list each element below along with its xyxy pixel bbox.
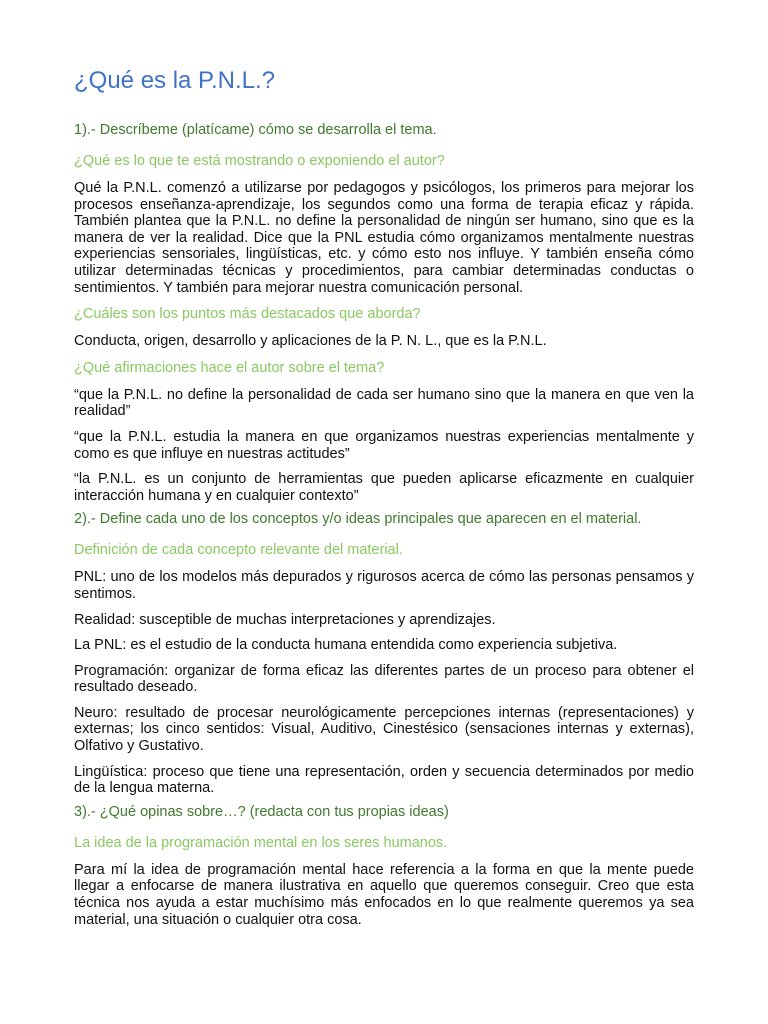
question-concept-definitions: Definición de cada concepto relevante del material. <box>74 542 403 559</box>
question-key-points: ¿Cuáles son los puntos más destacados que aborda? <box>74 306 421 323</box>
document-page <box>74 66 694 937</box>
paragraph-definition-pnl: PNL: uno de los modelos más depurados y rigurosos acerca de cómo las personas pensamos y sentimos. <box>74 569 694 602</box>
section-2-heading: 2).- Define cada uno de los conceptos y/o ideas principales que aparecen en el material. <box>74 511 642 528</box>
paragraph-definition-programacion: Programación: organizar de forma eficaz las diferentes partes de un proceso para obtener el resultado deseado. <box>74 662 694 696</box>
question-mental-programming: La idea de la programación mental en los seres humanos. <box>74 834 448 851</box>
section-3-heading: 3).- ¿Qué opinas sobre…? (redacta con tus propias ideas) <box>74 803 449 820</box>
paragraph-author-exposition: Qué la P.N.L. comenzó a utilizarse por pedagogos y psicólogos, los primeros para mejorar los procesos enseñanza-aprendizaje, los segundos como una forma de terapia eficaz y rápida. También plantea que la P.N.L. no define la personalidad de ningún ser humano, sino que es la manera de ver la realidad. Dice que la PNL estudia cómo organizamos mentalmente nuestras experiencias sensoriales, lingüísticas, etc. y cómo esto nos influye. Y también enseña cómo utilizar determinadas técnicas y procedimientos, para cambiar determinadas conductas o sentimientos. Y también para mejorar nuestra comunicación personal. <box>74 180 694 296</box>
paragraph-definition-realidad: Realidad: susceptible de muchas interpretaciones y aprendizajes. <box>74 611 496 628</box>
document-title: ¿Qué es la P.N.L.? <box>74 67 275 94</box>
paragraph-definition-neuro: Neuro: resultado de procesar neurológicamente percepciones internas (representaciones) y externas; los cinco sentidos: Visual, Auditivo, Cinestésico (sensaciones internas y externas), Olfativo y Gustativo. <box>74 704 694 755</box>
paragraph-statement-2: “que la P.N.L. estudia la manera en que organizamos nuestras experiencias mentalmente y como es que influye en nuestras actitudes” <box>74 428 694 462</box>
section-1-heading: 1).- Descríbeme (platícame) cómo se desarrolla el tema. <box>74 122 437 138</box>
question-author-statements: ¿Qué afirmaciones hace el autor sobre el tema? <box>74 359 385 376</box>
paragraph-definition-linguistica: Lingüística: proceso que tiene una representación, orden y secuencia determinados por medio de la lengua materna. <box>74 763 694 797</box>
paragraph-statement-3: “la P.N.L. es un conjunto de herramientas que pueden aplicarse eficazmente en cualquier interacción humana y en cualquier contexto” <box>74 471 694 504</box>
paragraph-definition-la-pnl: La PNL: es el estudio de la conducta humana entendida como experiencia subjetiva. <box>74 637 618 654</box>
paragraph-statement-1: “que la P.N.L. no define la personalidad de cada ser humano sino que la manera en que ven la realidad” <box>74 386 694 420</box>
question-author-exposition: ¿Qué es lo que te está mostrando o exponiendo el autor? <box>74 153 445 169</box>
paragraph-key-points: Conducta, origen, desarrollo y aplicaciones de la P. N. L., que es la P.N.L. <box>74 333 547 350</box>
paragraph-opinion: Para mí la idea de programación mental hace referencia a la forma en que la mente puede llegar a enfocarse de manera ilustrativa en aquello que queremos conseguir. Creo que esta técnica nos ayuda a estar muchísimo más enfocados en lo que realmente queremos ya sea material, una situación o cualquier otra cosa. <box>74 861 694 928</box>
